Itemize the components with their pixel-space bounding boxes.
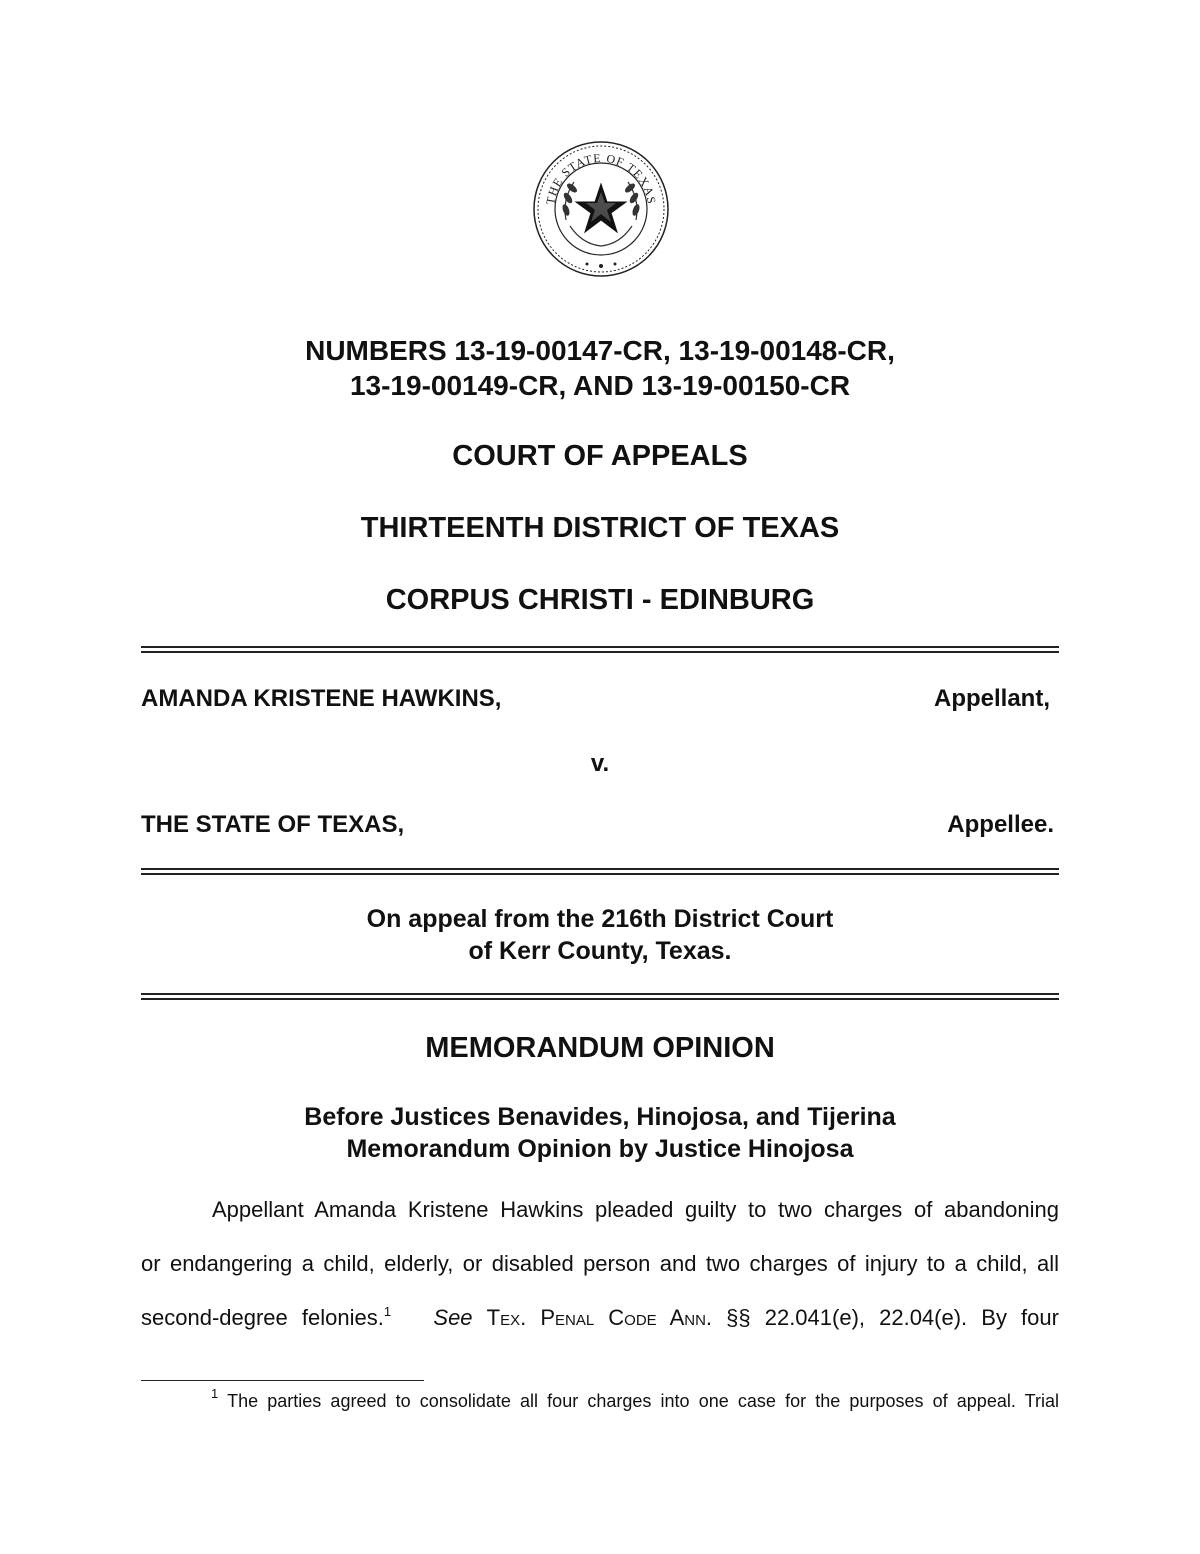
texas-state-seal [532,140,670,278]
footnote-divider [141,1380,424,1381]
footnote-1 [141,1386,1059,1413]
double-divider [141,646,1059,653]
justices-line-1: Before Justices Benavides, Hinojosa, and Tijerina [304,1103,896,1131]
case-numbers-line-1: NUMBERS 13-19-00147-CR, 13-19-00148-CR, [305,335,895,366]
panel-justices [0,1101,1200,1165]
appeal-origin-line-1: On appeal from the 216th District Court [366,905,834,933]
appellee-name: THE STATE OF TEXAS, [141,811,405,838]
case-numbers-line-2: 13-19-00149-CR, AND 13-19-00150-CR [349,370,851,401]
body-line-3-start: second-degree felonies. [141,1305,384,1330]
appeal-origin-line-2: of Kerr County, Texas. [468,937,732,965]
court-name: COURT OF APPEALS [452,440,748,472]
see-signal: See [433,1305,473,1330]
justices-line-2: Memorandum Opinion by Justice Hinojosa [346,1135,854,1163]
appellant-role: Appellant, [933,685,1050,712]
body-line-1: Appellant Amanda Kristene Hawkins pleaded guilty to two charges of abandoning [212,1197,1059,1222]
body-line-2: or endangering a child, elderly, or disabled person and two charges of injury to a child, all [141,1251,1059,1276]
statute-sections: §§ 22.041(e), 22.04(e). By four [726,1305,1059,1330]
footnote-text: The parties agreed to consolidate all four charges into one case for the purposes of appeal. Trial [227,1391,1059,1411]
opinion-title: MEMORANDUM OPINION [425,1032,775,1064]
court-location: CORPUS CHRISTI - EDINBURG [385,584,815,616]
svg-text:THE STATE OF TEXAS: THE STATE OF TEXAS [543,150,659,206]
district-name: THIRTEENTH DISTRICT OF TEXAS [360,512,840,544]
body-line-3 [141,1291,1059,1345]
case-numbers [0,333,1200,403]
versus-label: v. [590,750,610,777]
opinion-body [141,1183,1059,1345]
appellant-name: AMANDA KRISTENE HAWKINS, [141,685,502,712]
double-divider [141,868,1059,875]
double-divider [141,993,1059,1000]
footnote-number: 1 [211,1386,219,1401]
appellee-role: Appellee. [947,811,1054,838]
appeal-origin [0,903,1200,967]
statute-citation: Tex. Penal Code Ann. [486,1305,713,1330]
footnote-reference[interactable]: 1 [383,1304,392,1319]
